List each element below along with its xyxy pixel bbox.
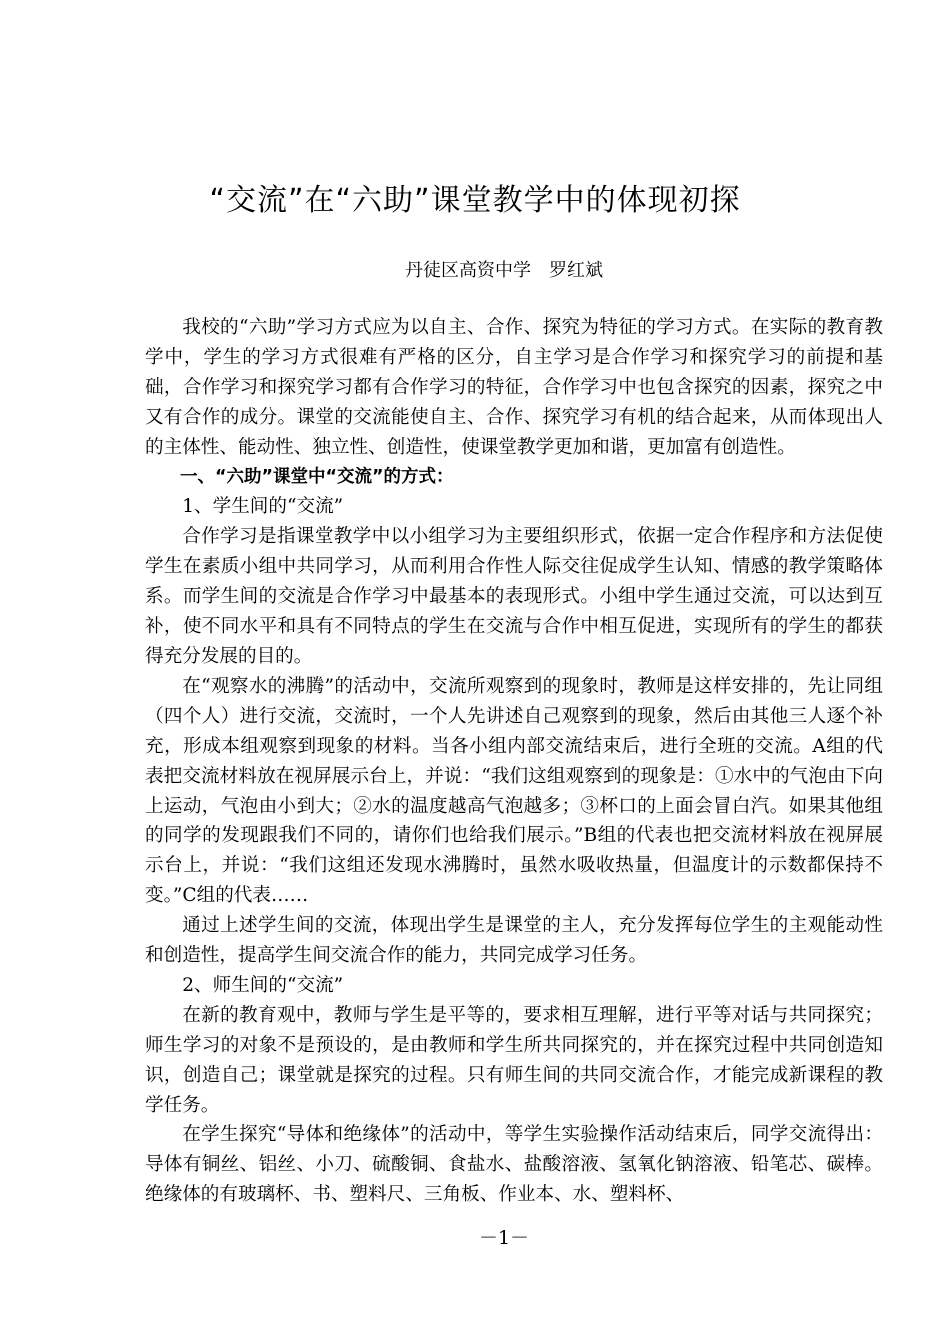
paragraph: 我校的“六助”学习方式应为以自主、合作、探究为特征的学习方式。在实际的教育教学中，学生的学习方式很难有严格的区分，自主学习是合作学习和探究学习的前提和基础，合作学习和探究学习都有合作学习的特征，合作学习中也包含探究的因素，探究之中又有合作的成分。课堂的交流能使自主、合作、探究学习有机的结合起来，从而体现出人的主体性、能动性、独立性、创造性，使课堂教学更加和谐，更加富有创造性。: [145, 317, 883, 458]
subsection-heading: 1、学生间的“交流”: [182, 496, 344, 518]
paragraph: 在学生探究“导体和绝缘体”的活动中，等学生实验操作活动结束后，同学交流得出：导体有铜丝、铝丝、小刀、硫酸铜、食盐水、盐酸溶液、氢氧化钠溶液、铅笔芯、碳棒。绝缘体的有玻璃杯、书、塑料尺、三角板、作业本、水、塑料杯、: [145, 1124, 883, 1206]
subsection-heading: 2、师生间的“交流”: [182, 974, 344, 996]
paragraph: 在“观察水的沸腾”的活动中，交流所观察到的现象时，教师是这样安排的，先让同组（四个人）进行交流，交流时，一个人先讲述自己观察到的现象，然后由其他三人逐个补充，形成本组观察到现象的材料。当各小组内部交流结束后，进行全班的交流。A组的代表把交流材料放在视屏展示台上，并说：“我们这组观察到的现象是：①水中的气泡由下向上运动，气泡由小到大；②水的温度越高气泡越多；③杯口的上面会冒白汽。如果其他组的同学的发现跟我们不同的，请你们也给我们展示。”B组的代表也把交流材料放在视屏展示台上，并说：“我们这组还发现水沸腾时，虽然水吸收热量，但温度计的示数都保持不变。”C组的代表……: [145, 675, 883, 907]
page-number: －1－: [478, 1227, 530, 1249]
paragraph: 通过上述学生间的交流，体现出学生是课堂的主人，充分发挥每位学生的主观能动性和创造性，提高学生间交流合作的能力，共同完成学习任务。: [145, 915, 883, 967]
author-line: 丹徒区高资中学 罗红斌: [405, 260, 603, 281]
paragraph: 在新的教育观中，教师与学生是平等的，要求相互理解，进行平等对话与共同探究；师生学习的对象不是预设的，是由教师和学生所共同探究的，并在探究过程中共同创造知识，创造自己；课堂就是探究的过程。只有师生间的共同交流合作，才能完成新课程的教学任务。: [145, 1004, 883, 1116]
section-heading: 一、“六助”课堂中“交流”的方式：: [180, 466, 454, 487]
paragraph: 合作学习是指课堂教学中以小组学习为主要组织形式，依据一定合作程序和方法促使学生在素质小组中共同学习，从而利用合作性人际交往促成学生认知、情感的教学策略体系。而学生间的交流是合作学习中最基本的表现形式。小组中学生通过交流，可以达到互补，使不同水平和具有不同特点的学生在交流与合作中相互促进，实现所有的学生的都获得充分发展的目的。: [145, 526, 883, 667]
document-title: “交流”在“六助”课堂教学中的体现初探: [209, 183, 741, 218]
document-body: [145, 313, 883, 1210]
